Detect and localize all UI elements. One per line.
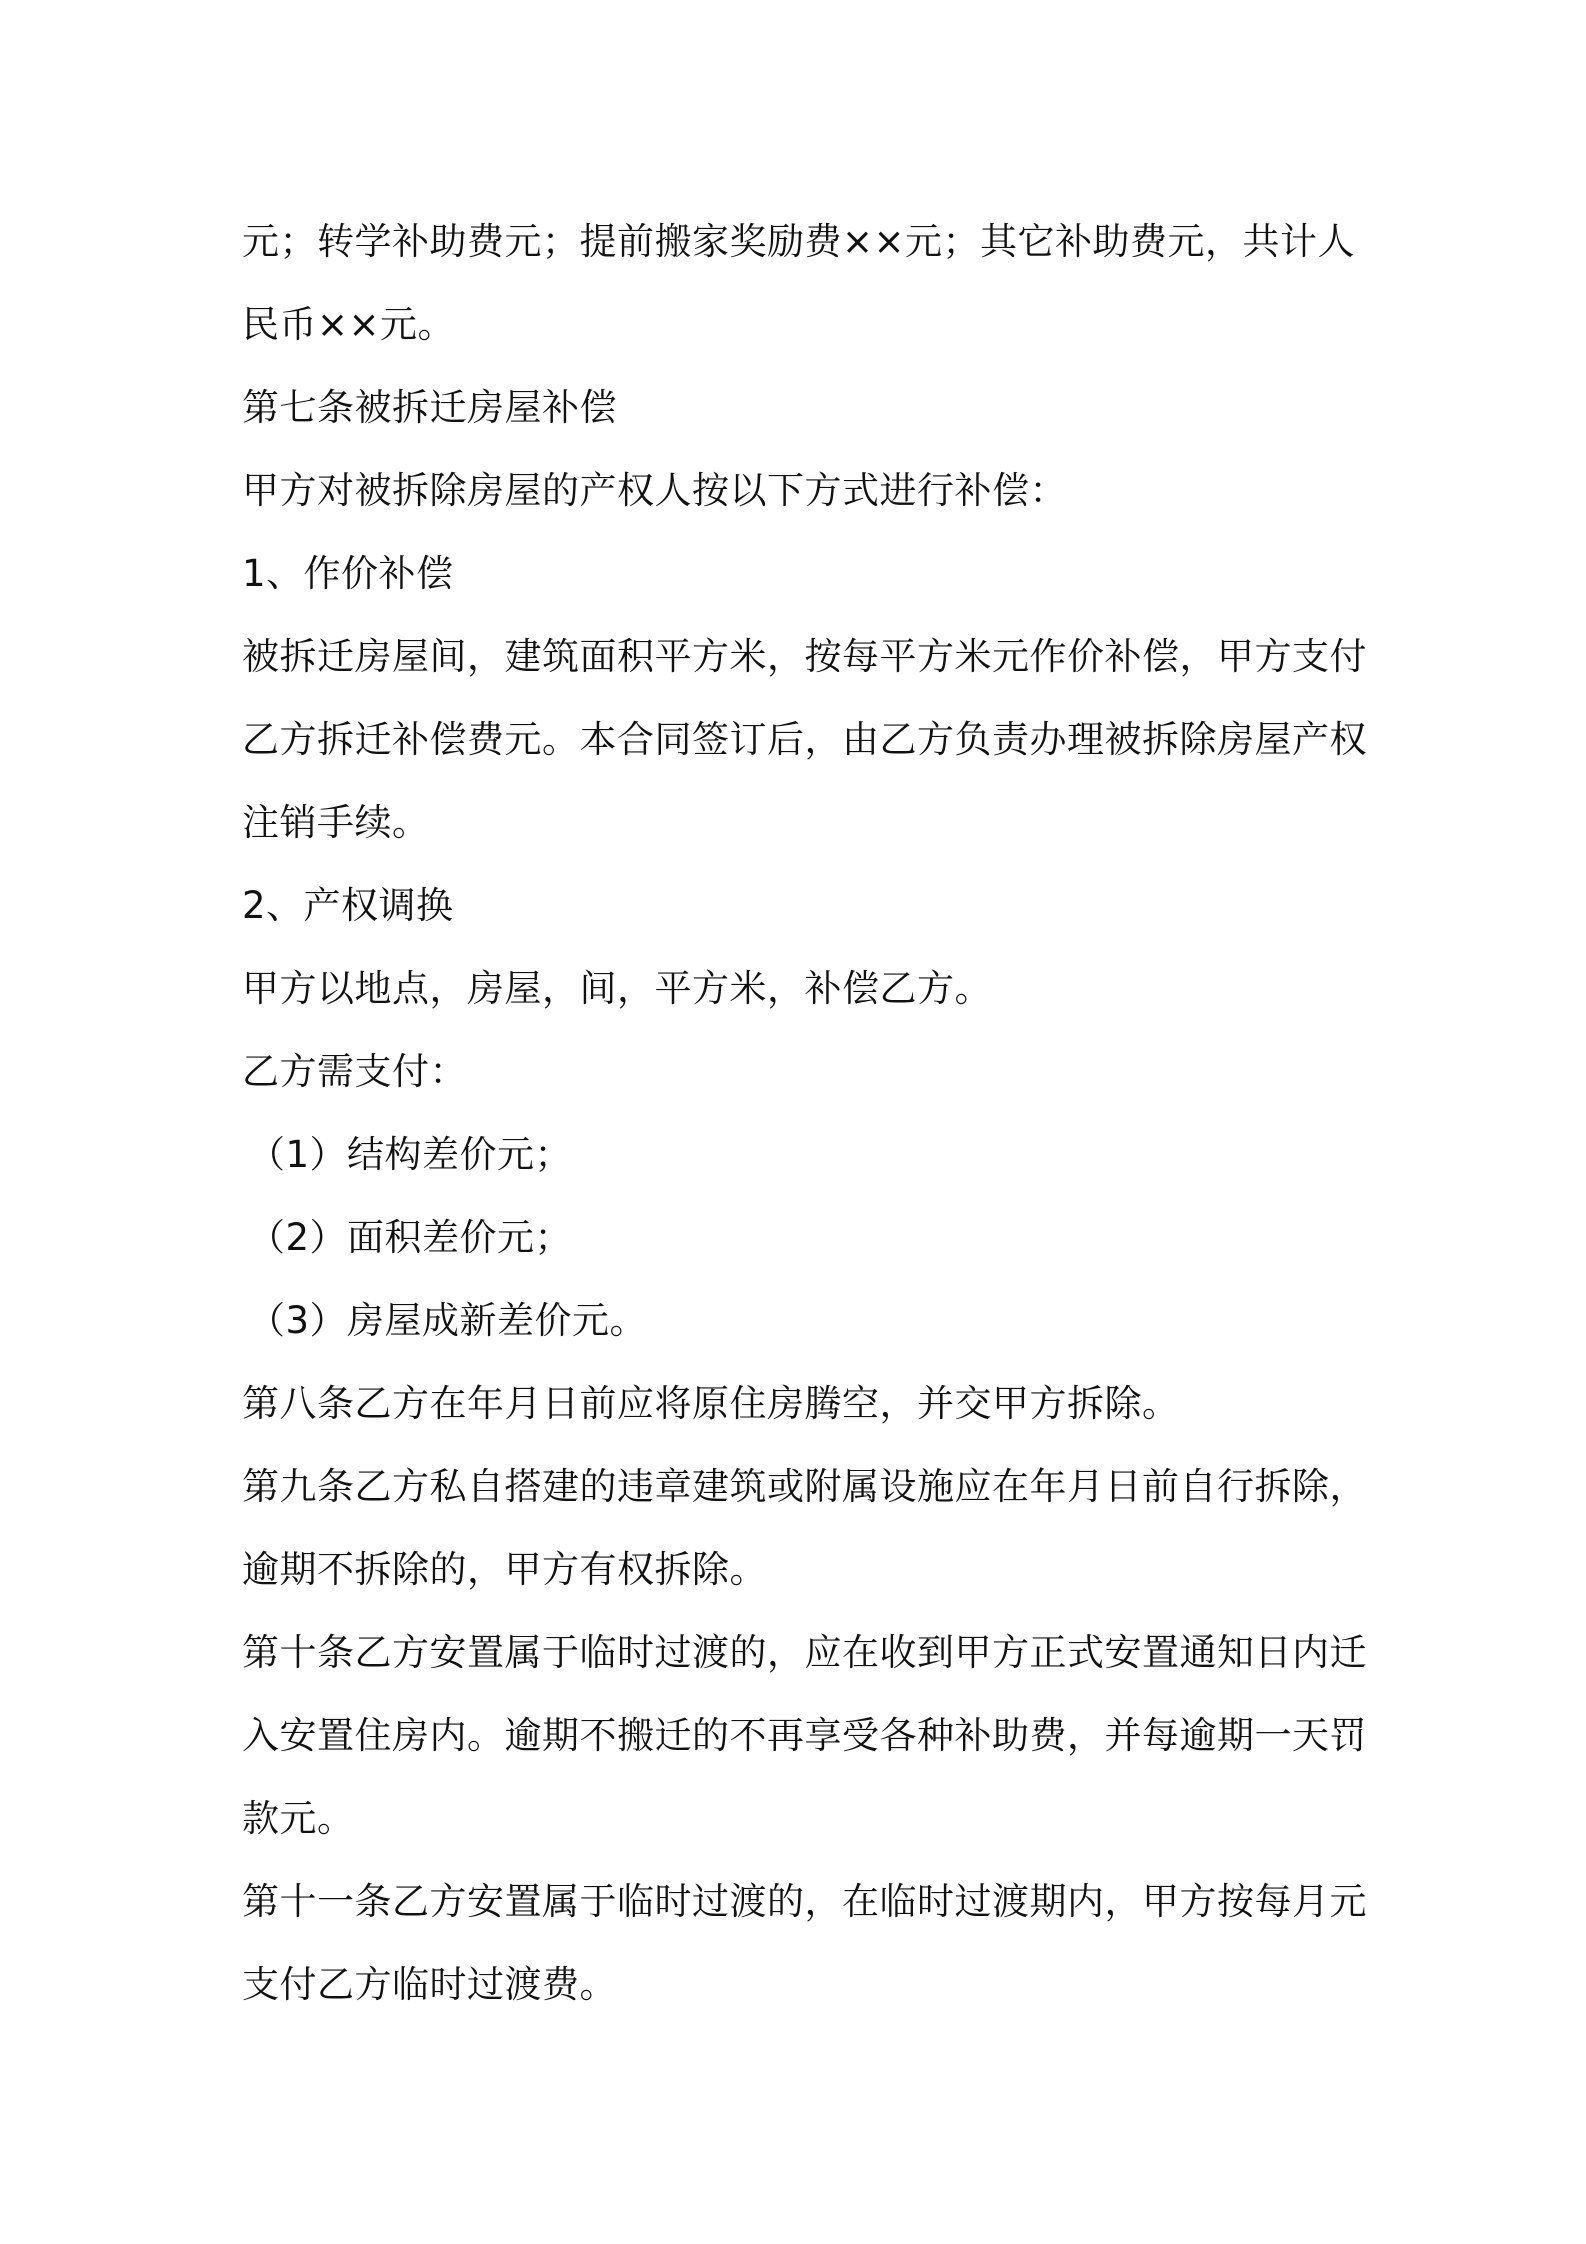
text-line: 第十条乙方安置属于临时过渡的，应在收到甲方正式安置通知日内迁 (242, 1631, 1367, 1674)
text-line: 乙方拆迁补偿费元。本合同签订后，由乙方负责办理被拆除房屋产权 (242, 718, 1367, 761)
section-heading: 2、产权调换 (242, 884, 454, 927)
text-line: 甲方对被拆除房屋的产权人按以下方式进行补偿： (242, 469, 1067, 512)
text-line: 注销手续。 (242, 801, 430, 844)
article-heading: 第七条被拆迁房屋补偿 (242, 386, 617, 429)
list-item: （1）结构差价元； (248, 1133, 573, 1176)
text-line: 被拆迁房屋间，建筑面积平方米，按每平方米元作价补偿，甲方支付 (242, 635, 1367, 678)
text-line: 民币××元。 (242, 303, 456, 346)
text-line: 支付乙方临时过渡费。 (242, 1963, 617, 2006)
list-item: （2）面积差价元； (248, 1216, 573, 1259)
text-line: 第十一条乙方安置属于临时过渡的，在临时过渡期内，甲方按每月元 (242, 1880, 1367, 1923)
list-item: （3）房屋成新差价元。 (248, 1299, 648, 1342)
text-line: 甲方以地点，房屋，间，平方米，补偿乙方。 (242, 967, 992, 1010)
text-line: 第八条乙方在年月日前应将原住房腾空，并交甲方拆除。 (242, 1382, 1180, 1425)
text-line: 款元。 (242, 1797, 355, 1840)
text-line: 元；转学补助费元；提前搬家奖励费××元；其它补助费元，共计人 (242, 220, 1356, 263)
text-line: 第九条乙方私自搭建的违章建筑或附属设施应在年月日前自行拆除， (242, 1465, 1367, 1508)
section-heading: 1、作价补偿 (242, 552, 454, 595)
document-body (242, 200, 1367, 2026)
text-line: 入安置住房内。逾期不搬迁的不再享受各种补助费，并每逾期一天罚 (242, 1714, 1367, 1757)
text-line: 乙方需支付： (242, 1050, 467, 1093)
text-line: 逾期不拆除的，甲方有权拆除。 (242, 1548, 767, 1591)
